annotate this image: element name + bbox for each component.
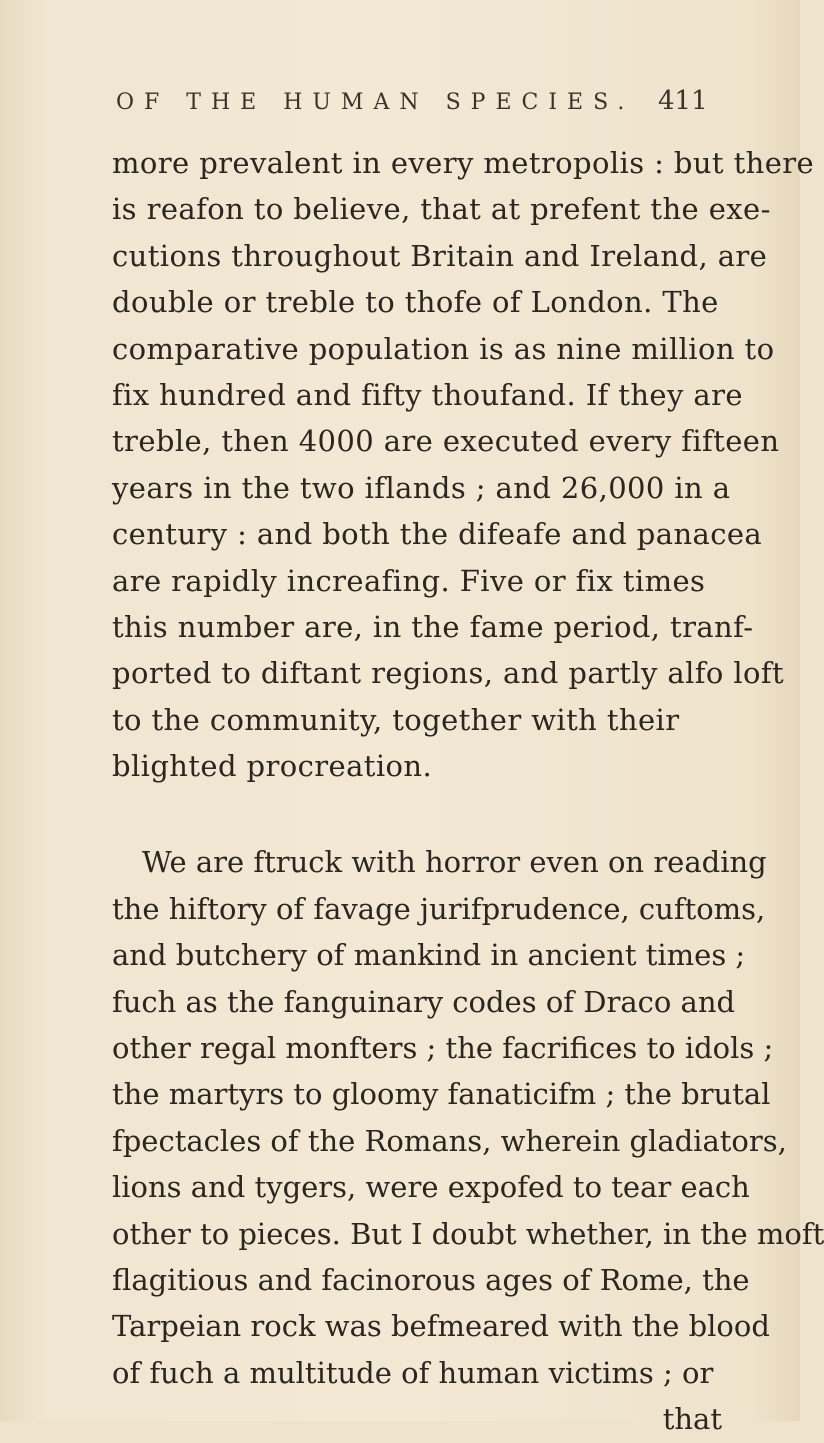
catchword: that	[662, 1402, 722, 1437]
text-line: of fuch a multitude of human victims ; or	[112, 1355, 714, 1390]
text-line: is reafon to believe, that at prefent the exe-	[112, 192, 771, 227]
text-line: and butchery of mankind in ancient times ;	[112, 938, 746, 973]
text-line: flagitious and facinorous ages of Rome, the	[112, 1262, 750, 1297]
running-head-title: OF THE HUMAN SPECIES.	[116, 90, 635, 115]
text-line: We are ftruck with horror even on reading	[142, 845, 767, 880]
text-line: treble, then 4000 are executed every fifteen	[112, 424, 780, 459]
text-line: are rapidly increafing. Five or fix times	[112, 563, 706, 598]
body-text	[112, 140, 824, 1443]
text-line: cutions throughout Britain and Ireland, are	[112, 238, 768, 273]
text-line: other to pieces. But I doubt whether, in the moft	[112, 1216, 824, 1251]
text-line: century : and both the difeafe and panacea	[112, 517, 763, 552]
paragraph-gap	[112, 789, 732, 839]
text-line: fix hundred and fifty thoufand. If they are	[112, 377, 743, 412]
text-line: fpectacles of the Romans, wherein gladiators,	[112, 1123, 787, 1158]
text-line: years in the two iflands ; and 26,000 in a	[112, 470, 731, 505]
paragraph-1	[112, 140, 815, 789]
paragraph-2	[112, 839, 824, 1442]
text-line: Tarpeian rock was befmeared with the blood	[112, 1309, 770, 1344]
text-line: more prevalent in every metropolis : but there	[112, 146, 815, 180]
text-line: lions and tygers, were expofed to tear each	[112, 1170, 750, 1205]
text-line: blighted procreation.	[112, 749, 433, 784]
text-line: to the community, together with their	[112, 702, 680, 737]
page-number: 411	[658, 86, 708, 116]
text-line: the hiftory of favage jurifprudence, cuftoms,	[112, 891, 766, 926]
text-line: comparative population is as nine million to	[112, 331, 775, 366]
text-line: the martyrs to gloomy fanaticifm ; the brutal	[112, 1077, 771, 1112]
text-line: other regal monfters ; the facrifices to idols ;	[112, 1031, 774, 1066]
running-head	[116, 82, 716, 122]
text-line: this number are, in the fame period, tranf-	[112, 609, 754, 644]
text-line: ported to diftant regions, and partly alfo loft	[112, 656, 785, 691]
text-line: double or treble to thofe of London. The	[112, 285, 719, 320]
text-line: fuch as the fanguinary codes of Draco and	[112, 984, 736, 1019]
